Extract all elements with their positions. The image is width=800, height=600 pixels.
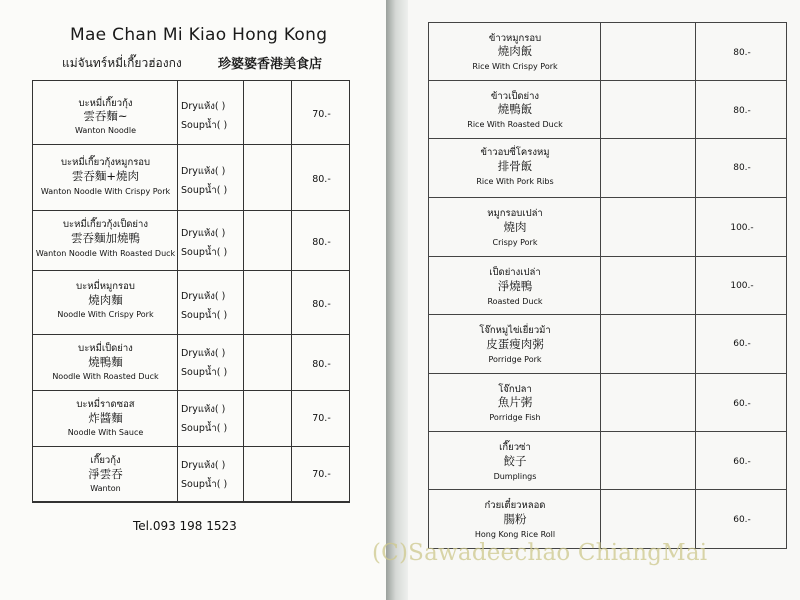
item-name-chinese: 魚片粥 [497, 395, 533, 409]
menu-row-wanton [33, 447, 349, 502]
item-name-english: Dumplings [493, 472, 537, 481]
item-name-english: Rice With Pork Ribs [476, 177, 554, 186]
restaurant-title: Mae Chan Mi Kiao Hong Kong [70, 25, 328, 45]
dry-option[interactable]: Dryแห้ง( ) [181, 291, 226, 302]
right-menu-table [428, 22, 787, 549]
item-name-chinese: 腸粉 [503, 512, 527, 526]
soup-option[interactable]: Soupน้ำ( ) [181, 247, 228, 258]
item-price: 60.- [733, 515, 751, 525]
soup-option[interactable]: Soupน้ำ( ) [181, 479, 228, 490]
item-name-thai: ข้าวเป็ดย่าง [490, 91, 540, 102]
item-name-english: Rice With Crispy Pork [472, 62, 558, 71]
item-name-thai: เกี๊ยวกุ้ง [90, 455, 121, 466]
item-price: 80.- [312, 237, 331, 248]
item-price: 80.- [312, 299, 331, 310]
item-price: 70.- [312, 109, 331, 120]
item-name-chinese: 燒鴨飯 [497, 102, 533, 116]
item-name-chinese: 淨燒鴨 [497, 279, 533, 293]
item-name-english: Wanton [90, 484, 121, 493]
item-name-thai: ข้าวหมูกรอบ [488, 33, 542, 44]
item-price: 80.- [312, 174, 331, 185]
item-price: 60.- [733, 457, 751, 467]
item-name-thai: เป็ดย่างเปล่า [489, 267, 541, 278]
menu-row-noodle-sauce [33, 391, 349, 447]
item-name-chinese: 燒肉飯 [497, 44, 533, 58]
item-name-english: Hong Kong Rice Roll [474, 530, 556, 539]
item-price: 80.- [733, 163, 751, 173]
item-name-thai: เกี๊ยวซ่า [499, 442, 531, 453]
menu-row-wanton-noodle [33, 81, 349, 145]
item-name-thai: หมูกรอบเปล่า [487, 208, 543, 219]
item-name-english: Roasted Duck [487, 297, 543, 306]
item-name-chinese: 燒肉麵 [88, 293, 123, 307]
item-name-english: Noodle With Sauce [67, 428, 144, 437]
item-name-english: Rice With Roasted Duck [467, 120, 563, 129]
item-name-chinese: 淨雲吞 [88, 467, 123, 481]
dry-option[interactable]: Dryแห้ง( ) [181, 101, 226, 112]
soup-option[interactable]: Soupน้ำ( ) [181, 423, 228, 434]
item-name-thai: ก๋วยเตี๋ยวหลอด [484, 500, 546, 511]
menu-row-crispy-pork [429, 198, 786, 257]
item-price: 80.- [312, 359, 331, 370]
item-name-chinese: 皮蛋瘦肉粥 [486, 337, 544, 351]
telephone-row [33, 516, 351, 538]
item-name-chinese: 雲吞麵加燒鴨 [71, 231, 140, 245]
item-name-thai: โจ๊กหมูไข่เยี่ยวม้า [479, 325, 551, 336]
item-name-thai: บะหมี่เกี๊ยวกุ้งเป็ดย่าง [63, 219, 148, 230]
item-price: 70.- [312, 413, 331, 424]
menu-row-noodle-roasted-duck [33, 335, 349, 391]
item-name-thai: บะหมี่เป็ดย่าง [78, 343, 133, 354]
item-name-english: Noodle With Roasted Duck [52, 372, 159, 381]
item-name-english: Wanton Noodle [74, 126, 136, 135]
dry-option[interactable]: Dryแห้ง( ) [181, 348, 226, 359]
menu-row-porridge-fish [429, 374, 786, 432]
item-name-english: Wanton Noodle With Roasted Duck [35, 249, 176, 258]
item-price: 80.- [733, 106, 751, 116]
item-name-chinese: 炸醬麵 [88, 411, 123, 425]
page-gutter [386, 0, 408, 600]
item-name-thai: ข้าวอบซี่โครงหมู [480, 147, 550, 158]
item-name-english: Noodle With Crispy Pork [57, 310, 154, 319]
restaurant-subtitle-chinese: 珍婆婆香港美食店 [218, 57, 323, 72]
menu-row-wanton-noodle-roasted-duck [33, 211, 349, 271]
item-name-english: Porridge Fish [489, 413, 541, 422]
item-name-chinese: 燒肉 [503, 220, 527, 234]
item-name-chinese: 雲吞麵~ [83, 109, 128, 123]
menu-row-wanton-noodle-crispy-pork [33, 145, 349, 211]
item-name-chinese: 餃子 [503, 454, 527, 468]
item-name-chinese: 燒鴨麵 [88, 355, 123, 369]
item-name-chinese: 雲吞麵+燒肉 [71, 169, 140, 183]
soup-option[interactable]: Soupน้ำ( ) [181, 120, 228, 131]
menu-row-rice-crispy-pork [429, 23, 786, 81]
telephone-number: Tel.093 198 1523 [133, 519, 237, 533]
item-price: 100.- [730, 281, 754, 291]
item-name-thai: บะหมี่เกี๊ยวกุ้งหมูกรอบ [60, 157, 151, 168]
item-price: 70.- [312, 469, 331, 480]
item-name-chinese: 排骨飯 [497, 159, 533, 173]
item-name-english: Wanton Noodle With Crispy Pork [40, 187, 171, 196]
soup-option[interactable]: Soupน้ำ( ) [181, 310, 228, 321]
item-name-thai: บะหมี่ราดซอส [76, 399, 135, 410]
restaurant-subtitle-thai: แม่จันทร์หมี่เกี๊ยวฮ่องกง [62, 56, 182, 70]
item-price: 60.- [733, 339, 751, 349]
menu-row-noodle-crispy-pork [33, 271, 349, 335]
soup-option[interactable]: Soupน้ำ( ) [181, 185, 228, 196]
item-name-thai: โจ๊กปลา [498, 384, 532, 395]
item-name-thai: บะหมี่เกี๊ยวกุ้ง [78, 98, 133, 109]
menu-row-dumplings [429, 432, 786, 490]
item-name-english: Crispy Pork [492, 238, 538, 247]
dry-option[interactable]: Dryแห้ง( ) [181, 460, 226, 471]
dry-option[interactable]: Dryแห้ง( ) [181, 228, 226, 239]
item-name-english: Porridge Pork [488, 355, 542, 364]
item-name-thai: บะหมี่หมูกรอบ [76, 281, 135, 292]
item-price: 60.- [733, 399, 751, 409]
menu-row-rice-roasted-duck [429, 81, 786, 139]
menu-row-porridge-pork [429, 315, 786, 374]
dry-option[interactable]: Dryแห้ง( ) [181, 404, 226, 415]
item-price: 100.- [730, 223, 754, 233]
left-menu-table [32, 80, 350, 533]
menu-row-rice-pork-ribs [429, 139, 786, 198]
copyright-watermark: (C)Sawadeechao ChiangMai [372, 540, 708, 566]
item-price: 80.- [733, 48, 751, 58]
soup-option[interactable]: Soupน้ำ( ) [181, 367, 228, 378]
dry-option[interactable]: Dryแห้ง( ) [181, 166, 226, 177]
menu-row-roasted-duck [429, 257, 786, 315]
